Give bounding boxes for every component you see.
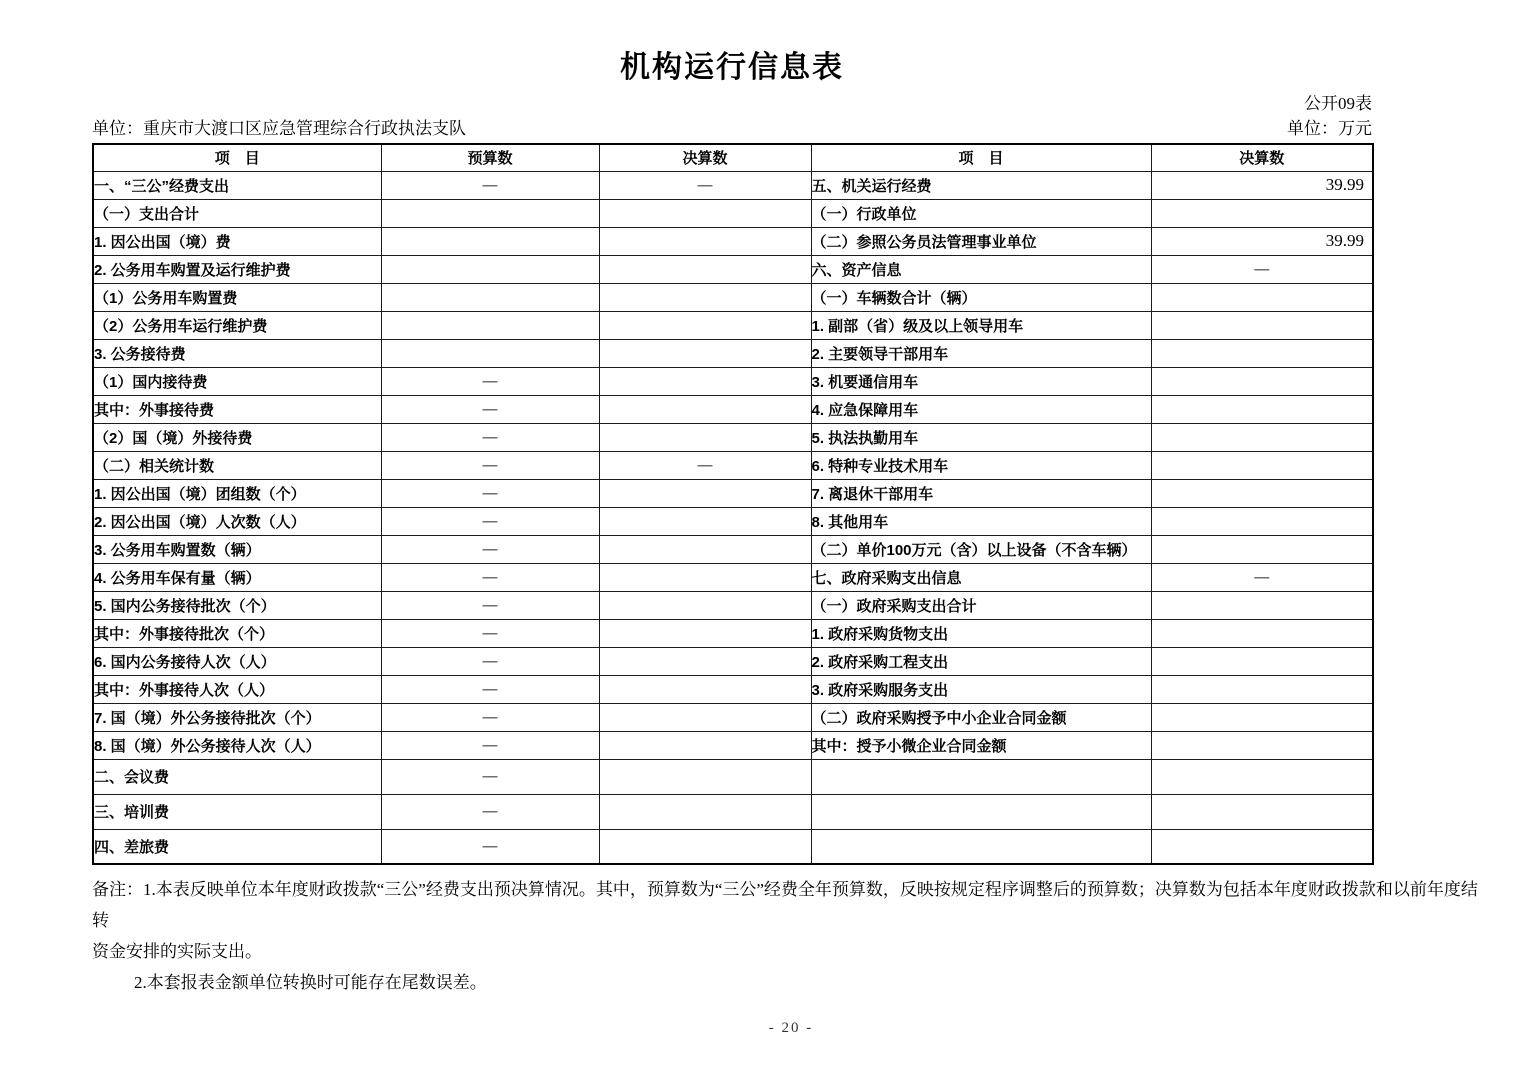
final-cell-right: [1151, 311, 1373, 339]
item-cell-right: 5. 执法执勤用车: [811, 423, 1151, 451]
final-cell-left: [599, 591, 811, 619]
item-cell-right: （二）单价100万元（含）以上设备（不含车辆）: [811, 535, 1151, 563]
final-cell-left: [599, 339, 811, 367]
item-cell-left: 其中：外事接待人次（人）: [93, 675, 381, 703]
final-cell-left: [599, 227, 811, 255]
table-row: [93, 675, 1373, 703]
final-cell-right: [1151, 675, 1373, 703]
item-cell-left: 其中：外事接待费: [93, 395, 381, 423]
item-cell-left: 5. 国内公务接待批次（个）: [93, 591, 381, 619]
item-cell-left: 4. 公务用车保有量（辆）: [93, 563, 381, 591]
table-row: [93, 703, 1373, 731]
table-row: [93, 591, 1373, 619]
table-row: [93, 311, 1373, 339]
final-cell-left: [599, 675, 811, 703]
budget-cell: [381, 283, 599, 311]
final-cell-right: 39.99: [1151, 227, 1373, 255]
table-row: [93, 647, 1373, 675]
budget-cell: —: [381, 507, 599, 535]
page-title: 机构运行信息表: [620, 51, 844, 84]
final-cell-left: [599, 199, 811, 227]
item-cell-left: （1）公务用车购置费: [93, 283, 381, 311]
header-final-left: 决算数: [599, 144, 811, 171]
unit-name-label: 单位：重庆市大渡口区应急管理综合行政执法支队: [92, 119, 466, 138]
table-row: [93, 423, 1373, 451]
final-cell-right: —: [1151, 255, 1373, 283]
budget-cell: —: [381, 367, 599, 395]
item-cell-left: 三、培训费: [93, 794, 381, 829]
budget-cell: —: [381, 829, 599, 864]
budget-cell: —: [381, 563, 599, 591]
final-cell-left: —: [599, 451, 811, 479]
table-row: [93, 563, 1373, 591]
item-cell-left: 一、“三公”经费支出: [93, 171, 381, 199]
unit-row: [92, 117, 1372, 141]
item-cell-right: 1. 政府采购货物支出: [811, 619, 1151, 647]
budget-cell: —: [381, 479, 599, 507]
final-cell-left: [599, 759, 811, 794]
item-cell-left: （一）支出合计: [93, 199, 381, 227]
final-cell-right: [1151, 703, 1373, 731]
final-cell-left: [599, 619, 811, 647]
final-cell-left: [599, 647, 811, 675]
item-cell-left: 1. 因公出国（境）费: [93, 227, 381, 255]
item-cell-left: 3. 公务接待费: [93, 339, 381, 367]
budget-cell: [381, 255, 599, 283]
budget-cell: —: [381, 451, 599, 479]
final-cell-left: [599, 731, 811, 759]
item-cell-right: [811, 759, 1151, 794]
header-budget: 预算数: [381, 144, 599, 171]
table-row: [93, 367, 1373, 395]
final-cell-right: —: [1151, 563, 1373, 591]
final-cell-right: 39.99: [1151, 171, 1373, 199]
final-cell-left: —: [599, 171, 811, 199]
note-line-3: 2.本套报表金额单位转换时可能存在尾数误差。: [134, 973, 487, 992]
budget-cell: —: [381, 731, 599, 759]
budget-cell: —: [381, 535, 599, 563]
item-cell-left: 2. 公务用车购置及运行维护费: [93, 255, 381, 283]
item-cell-right: 七、政府采购支出信息: [811, 563, 1151, 591]
header-final-right: 决算数: [1151, 144, 1373, 171]
final-cell-right: [1151, 479, 1373, 507]
item-cell-left: 二、会议费: [93, 759, 381, 794]
table-row: [93, 255, 1373, 283]
item-cell-right: 7. 离退休干部用车: [811, 479, 1151, 507]
item-cell-right: 2. 主要领导干部用车: [811, 339, 1151, 367]
note-line-2: 资金安排的实际支出。: [92, 942, 262, 961]
table-row: [93, 619, 1373, 647]
budget-cell: —: [381, 423, 599, 451]
item-cell-right: （一）政府采购支出合计: [811, 591, 1151, 619]
budget-cell: —: [381, 794, 599, 829]
final-cell-left: [599, 283, 811, 311]
item-cell-left: 3. 公务用车购置数（辆）: [93, 535, 381, 563]
unit-of-measure-label: 单位：万元: [1287, 119, 1372, 138]
item-cell-left: 四、差旅费: [93, 829, 381, 864]
final-cell-right: [1151, 647, 1373, 675]
final-cell-left: [599, 535, 811, 563]
item-cell-right: 3. 机要通信用车: [811, 367, 1151, 395]
final-cell-right: [1151, 759, 1373, 794]
item-cell-right: [811, 829, 1151, 864]
item-cell-right: 8. 其他用车: [811, 507, 1151, 535]
item-cell-left: 7. 国（境）外公务接待批次（个）: [93, 703, 381, 731]
table-row: [93, 199, 1373, 227]
page-number: - 20 -: [768, 1020, 814, 1036]
item-cell-right: 3. 政府采购服务支出: [811, 675, 1151, 703]
budget-cell: —: [381, 395, 599, 423]
item-cell-left: （1）国内接待费: [93, 367, 381, 395]
item-cell-right: [811, 794, 1151, 829]
note-line-1: 备注：1.本表反映单位本年度财政拨款“三公”经费支出预决算情况。其中，预算数为“三公”经费全年预算数，反映按规定程序调整后的预算数；决算数为包括本年度财政拨款和以前年度结转: [92, 880, 1478, 930]
final-cell-right: [1151, 507, 1373, 535]
budget-cell: [381, 311, 599, 339]
item-cell-right: （二）参照公务员法管理事业单位: [811, 227, 1151, 255]
final-cell-left: [599, 479, 811, 507]
final-cell-left: [599, 423, 811, 451]
table-row: [93, 339, 1373, 367]
item-cell-right: 五、机关运行经费: [811, 171, 1151, 199]
table-row: [93, 535, 1373, 563]
item-cell-right: （一）车辆数合计（辆）: [811, 283, 1151, 311]
header-item-right: 项 目: [811, 144, 1151, 171]
item-cell-right: 六、资产信息: [811, 255, 1151, 283]
table-header-row: [93, 144, 1373, 171]
table-row: [93, 283, 1373, 311]
final-cell-left: [599, 255, 811, 283]
table-row: [93, 759, 1373, 794]
item-cell-left: 2. 因公出国（境）人次数（人）: [93, 507, 381, 535]
final-cell-left: [599, 829, 811, 864]
final-cell-left: [599, 703, 811, 731]
table-row: [93, 227, 1373, 255]
item-cell-left: 其中：外事接待批次（个）: [93, 619, 381, 647]
item-cell-left: 6. 国内公务接待人次（人）: [93, 647, 381, 675]
budget-cell: [381, 199, 599, 227]
header-item-left: 项 目: [93, 144, 381, 171]
item-cell-left: 8. 国（境）外公务接待人次（人）: [93, 731, 381, 759]
item-cell-right: 1. 副部（省）级及以上领导用车: [811, 311, 1151, 339]
item-cell-right: 其中：授予小微企业合同金额: [811, 731, 1151, 759]
item-cell-right: （一）行政单位: [811, 199, 1151, 227]
form-code-label: 公开09表: [1304, 94, 1372, 113]
budget-cell: —: [381, 759, 599, 794]
budget-cell: [381, 339, 599, 367]
final-cell-right: [1151, 395, 1373, 423]
budget-cell: —: [381, 619, 599, 647]
notes-block: [92, 874, 1490, 998]
table-row: [93, 731, 1373, 759]
item-cell-left: 1. 因公出国（境）团组数（个）: [93, 479, 381, 507]
final-cell-right: [1151, 535, 1373, 563]
final-cell-left: [599, 395, 811, 423]
table-row: [93, 395, 1373, 423]
final-cell-right: [1151, 619, 1373, 647]
final-cell-left: [599, 563, 811, 591]
budget-cell: —: [381, 647, 599, 675]
final-cell-right: [1151, 731, 1373, 759]
budget-cell: —: [381, 171, 599, 199]
table-row: [93, 507, 1373, 535]
final-cell-left: [599, 794, 811, 829]
item-cell-right: 4. 应急保障用车: [811, 395, 1151, 423]
table-row: [93, 794, 1373, 829]
item-cell-left: （2）国（境）外接待费: [93, 423, 381, 451]
final-cell-right: [1151, 283, 1373, 311]
final-cell-right: [1151, 367, 1373, 395]
final-cell-right: [1151, 199, 1373, 227]
info-table: [92, 143, 1374, 865]
final-cell-left: [599, 367, 811, 395]
item-cell-right: 2. 政府采购工程支出: [811, 647, 1151, 675]
budget-cell: —: [381, 675, 599, 703]
table-row: [93, 171, 1373, 199]
table-row: [93, 451, 1373, 479]
final-cell-left: [599, 507, 811, 535]
item-cell-left: （2）公务用车运行维护费: [93, 311, 381, 339]
budget-cell: —: [381, 703, 599, 731]
table-row: [93, 829, 1373, 864]
item-cell-right: 6. 特种专业技术用车: [811, 451, 1151, 479]
final-cell-right: [1151, 451, 1373, 479]
final-cell-right: [1151, 794, 1373, 829]
budget-cell: —: [381, 591, 599, 619]
final-cell-right: [1151, 829, 1373, 864]
item-cell-right: （二）政府采购授予中小企业合同金额: [811, 703, 1151, 731]
final-cell-right: [1151, 339, 1373, 367]
final-cell-right: [1151, 423, 1373, 451]
final-cell-right: [1151, 591, 1373, 619]
item-cell-left: （二）相关统计数: [93, 451, 381, 479]
final-cell-left: [599, 311, 811, 339]
budget-cell: [381, 227, 599, 255]
table-row: [93, 479, 1373, 507]
